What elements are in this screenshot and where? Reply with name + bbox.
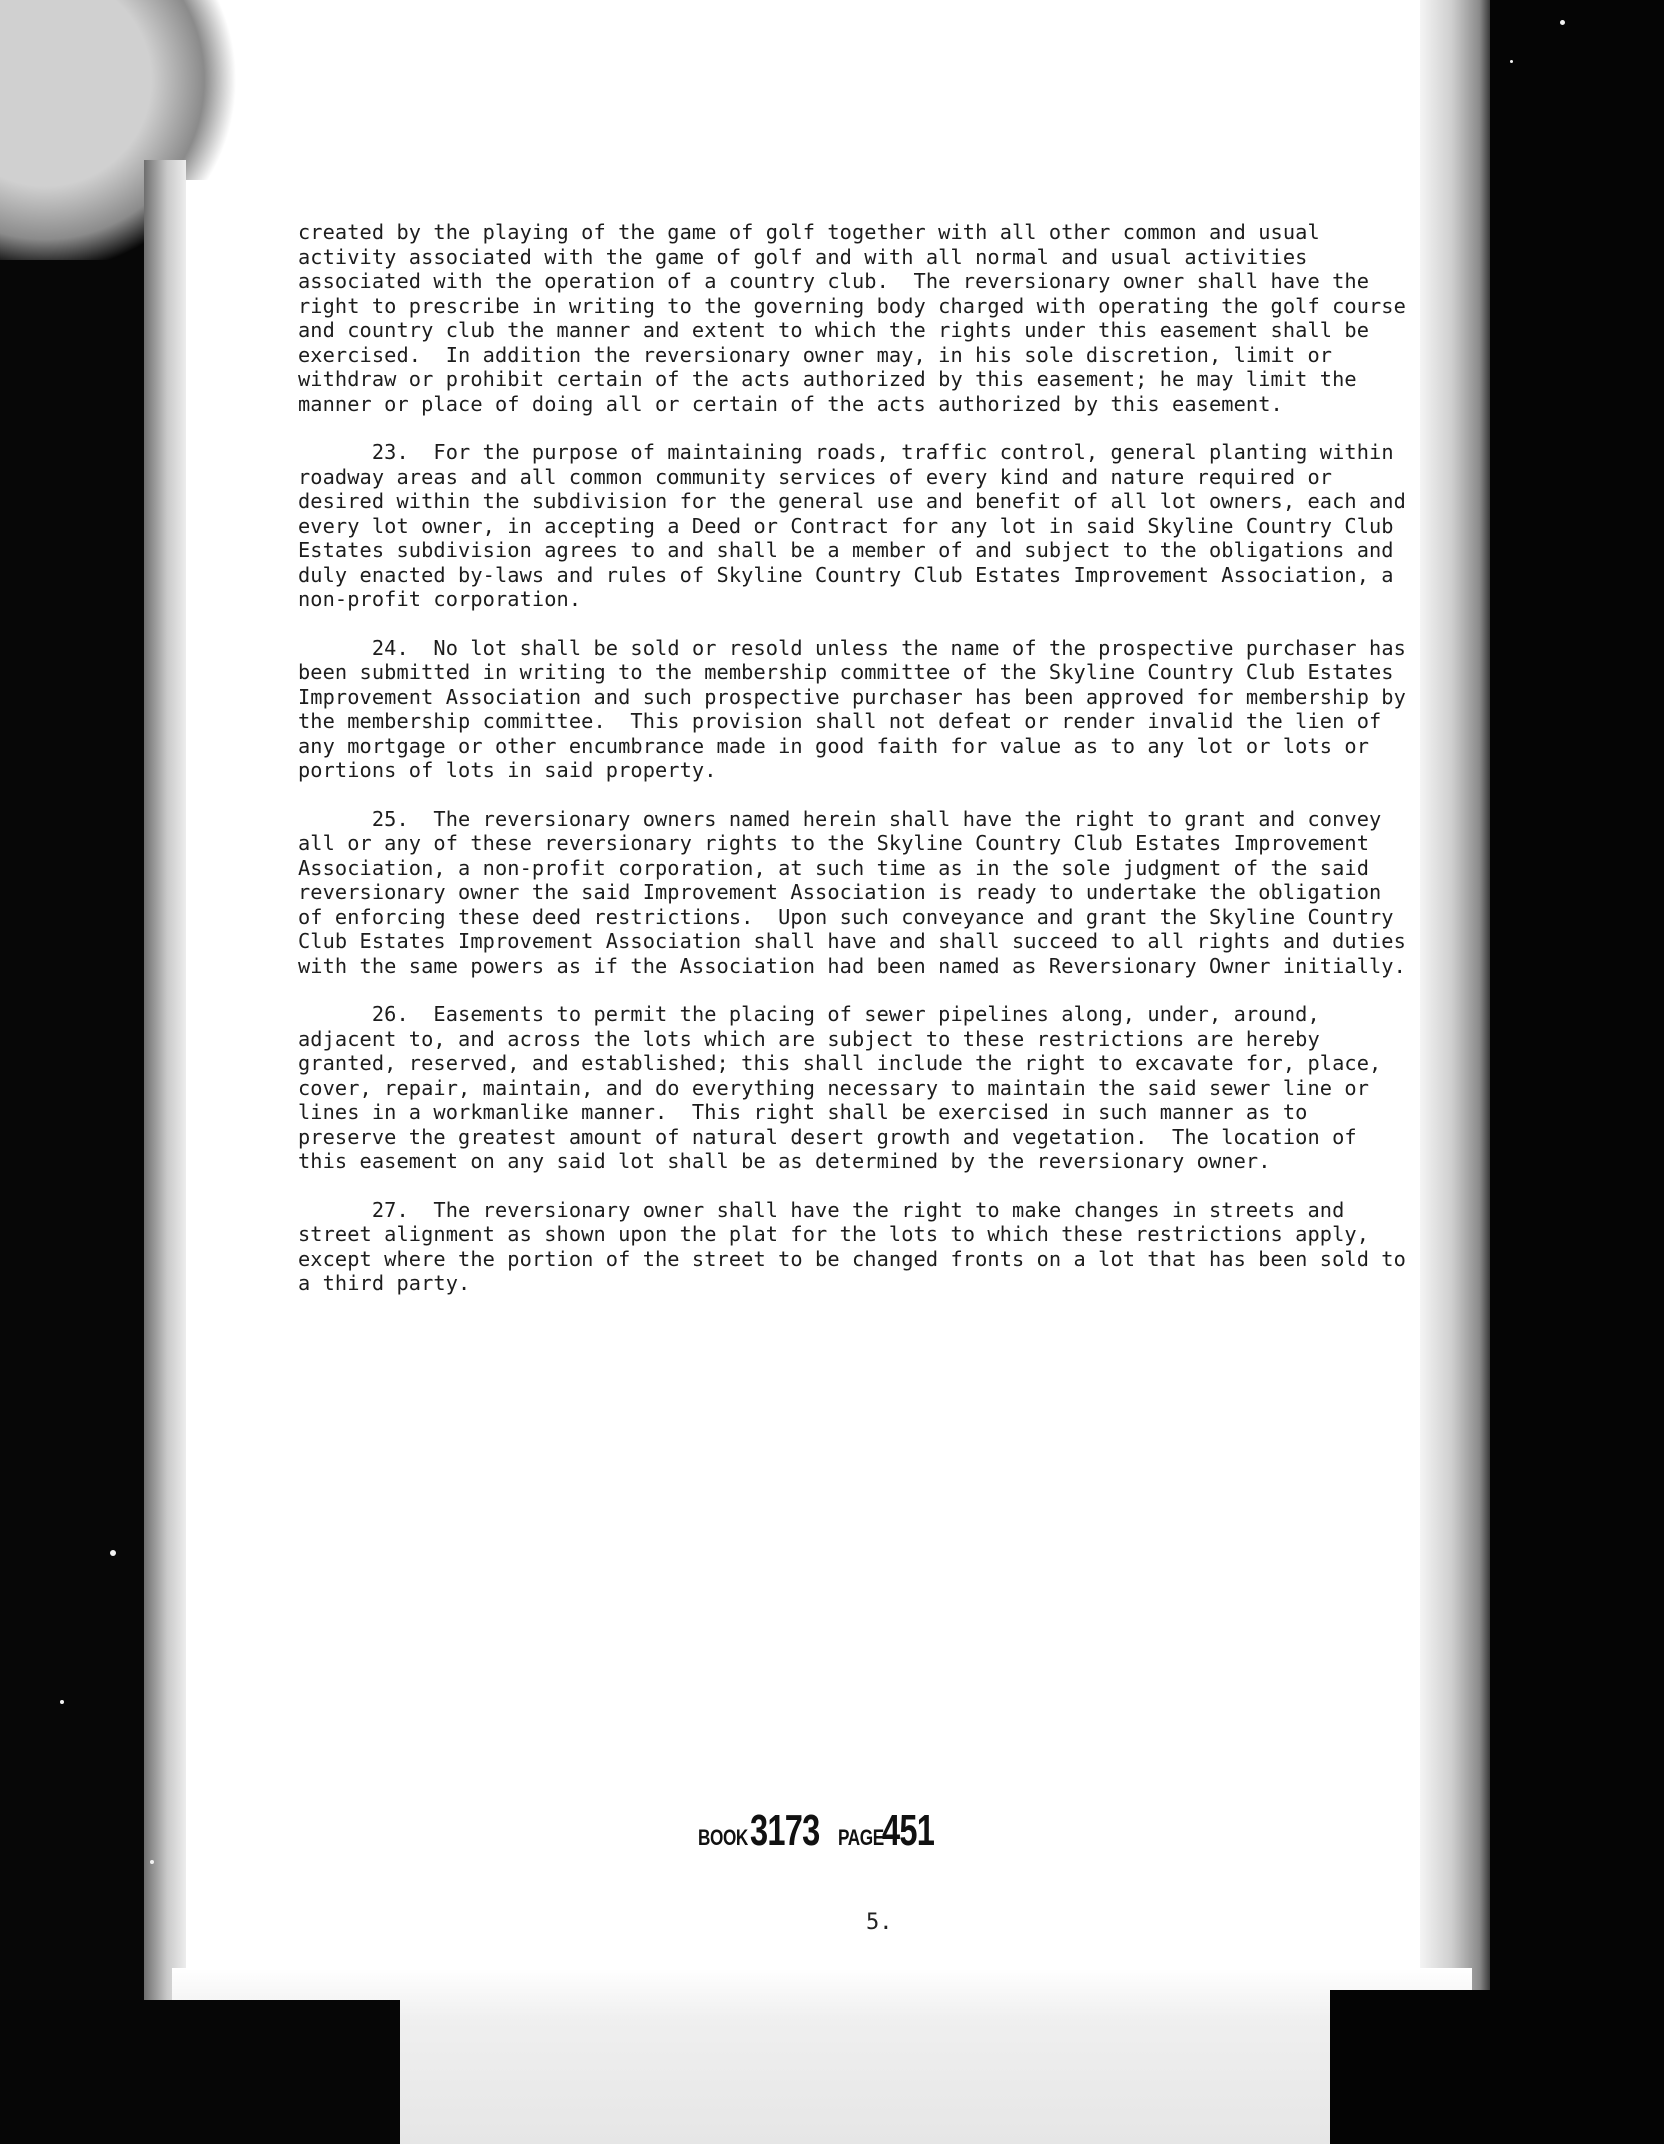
paragraph-27: 27. The reversionary owner shall have the right to make changes in streets and street alignment as shown upon the plat for the lots to which these restrictions apply, except where the portion of the street to be changed fronts on a lot that has been sold to a third party. (298, 1197, 1419, 1295)
paragraph-26: 26. Easements to permit the placing of sewer pipelines along, under, around, adjacent to, and across the lots which are subject to these restrictions are hereby granted, reserved, and established; this shall include the right to excavate for, place, cover, repair, maintain, and do everything necessary to maintain the said sewer line or lines in a workmanlike manner. This right shall be exercised in such manner as to preserve the greatest amount of natural desert growth and vegetation. The location of this easement on any said lot shall be as determined by the reversionary owner. (298, 1002, 1394, 1173)
scan-border-bottom-right (1330, 1990, 1664, 2144)
book-label: BOOK (698, 1825, 748, 1850)
page-label: PAGE (838, 1825, 884, 1850)
scan-speck (60, 1700, 64, 1704)
book-number: 3173 (750, 1806, 820, 1855)
scan-shadow-right (1420, 0, 1490, 2040)
scan-speck (1510, 60, 1513, 63)
paragraph-25: 25. The reversionary owners named herein shall have the right to grant and convey all or any of these reversionary rights to the Skyline Country Club Estates Improvement Association, a non-profit corporation, at such time as in the sole judgment of the said reversionary owner the said Improvement Association is ready to undertake the obligation of enforcing these deed restrictions. Upon such conveyance and grant the Skyline Country Club Estates Improvement Association shall have and shall succeed to all rights and duties with the same powers as if the Association had been named as Reversionary Owner initially. (298, 806, 1419, 978)
footer-page-number: 5. (866, 1910, 893, 1935)
page-number-stamp: 451 (882, 1806, 935, 1855)
scan-speck (110, 1550, 116, 1556)
paragraph-24: 24. No lot shall be sold or resold unless the name of the prospective purchaser has been submitted in writing to the membership committee of the Skyline Country Club Estates Improvement Association and such prospective purchaser has been approved for membership by the membership committee. This provision shall not defeat or render invalid the lien of any mortgage or other encumbrance made in good faith for value as to any lot or lots or portions of lots in said property. (298, 635, 1419, 782)
document-body (298, 220, 1418, 1320)
paragraph-easement-continuation: created by the playing of the game of golf together with all other common and usual activity associated with the game of golf and with all normal and usual activities associated with the operation of a country club. The reversionary owner shall have the right to prescribe in writing to the governing body charged with operating the golf course and country club the manner and extent to which the rights under this easement shall be exercised. In addition the reversionary owner may, in his sole discretion, limit or withdraw or prohibit certain of the acts authorized by this easement; he may limit the manner or place of doing all or certain of the acts authorized by this easement. (298, 220, 1419, 416)
recording-stamp (698, 1806, 952, 1862)
scan-border-bottom-left (0, 2000, 400, 2144)
document-page (186, 180, 1420, 1970)
scan-speck (150, 1860, 154, 1864)
paragraph-23: 23. For the purpose of maintaining roads, traffic control, general planting within roadway areas and all common community services of every kind and nature required or desired within the subdivision for the general use and benefit of all lot owners, each and every lot owner, in accepting a Deed or Contract for any lot in said Skyline Country Club Estates subdivision agrees to and shall be a member of and subject to the obligations and duly enacted by-laws and rules of Skyline Country Club Estates Improvement Association, a non-profit corporation. (298, 440, 1419, 611)
scan-shadow-left (144, 160, 186, 2060)
scan-speck (1560, 20, 1565, 25)
scan-border-right (1478, 0, 1664, 2144)
